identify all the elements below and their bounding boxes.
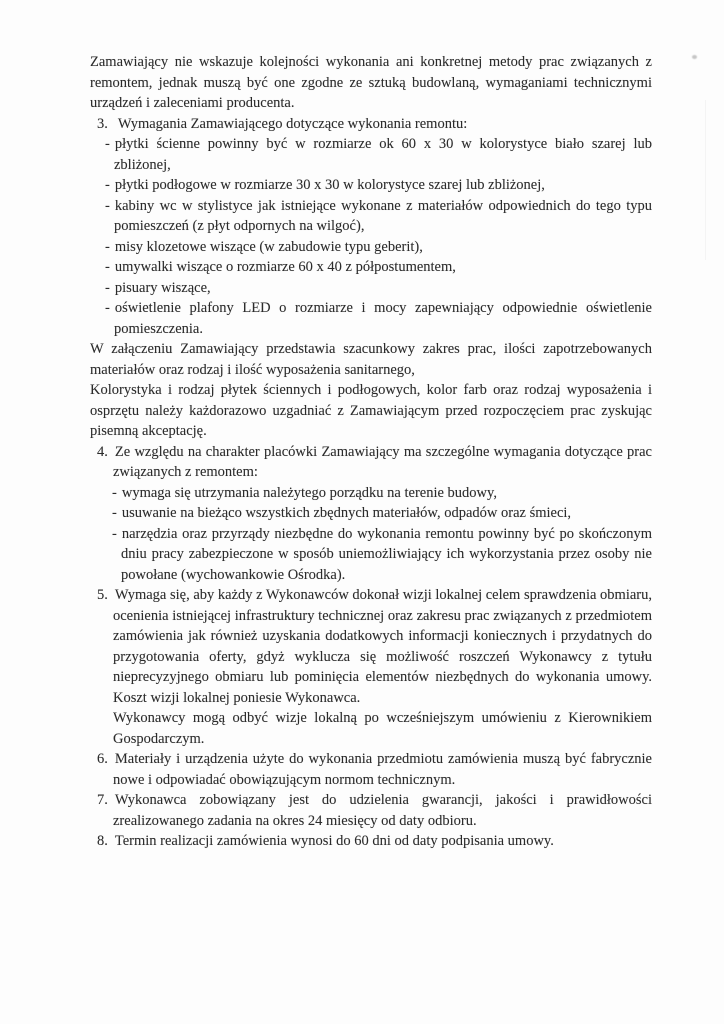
- section-item-3: [90, 114, 652, 340]
- bullet-dash: -: [105, 197, 110, 214]
- bullet-item: [90, 175, 652, 196]
- item-3-bullet-list: [90, 134, 652, 339]
- bullet-dash: -: [105, 300, 110, 316]
- item-4-heading: [90, 442, 652, 483]
- bullet-item: [90, 257, 652, 278]
- section-item-6: [90, 749, 652, 790]
- bullet-text: narzędzia oraz przyrządy niezbędne do wykonania remontu powinny być po skończonym dniu pracy zabezpieczone w sposób uniemożliwiający ich wykorzystania przez osoby nie powołane (wychowankowie Ośrodka).: [121, 525, 652, 583]
- bullet-item: [90, 483, 652, 504]
- bullet-item: [90, 196, 652, 237]
- item-4-bullet-list: [90, 483, 652, 586]
- item-3-heading: [90, 114, 652, 135]
- bullet-dash: -: [105, 279, 110, 296]
- bullet-text: płytki ścienne powinny być w rozmiarze ok 60 x 30 w kolorystyce biało szarej lub zbliżonej,: [114, 136, 652, 173]
- bullet-item: [90, 278, 652, 299]
- item-6-number: 6.: [97, 751, 108, 767]
- item-5-number: 5.: [97, 587, 108, 603]
- bullet-dash: -: [105, 177, 110, 193]
- bullet-item: [90, 524, 652, 586]
- attachment-paragraph-1: W załączeniu Zamawiający przedstawia szacunkowy zakres prac, ilości zapotrzebowanych materiałów oraz rodzaj i ilość wyposażenia sanitarnego,: [90, 341, 652, 378]
- bullet-text: umywalki wiszące o rozmiarze 60 x 40 z półpostumentem,: [114, 259, 456, 275]
- item-5-paragraph-2: Wykonawcy mogą odbyć wizje lokalną po wcześniejszym umówieniu z Kierownikiem Gospodarczym.: [113, 710, 652, 747]
- item-3-number: 3.: [97, 115, 108, 132]
- item-4-number: 4.: [97, 443, 108, 460]
- bullet-text: pisuary wiszące,: [114, 279, 211, 296]
- attachment-paragraph-2: Kolorystyka i rodzaj płytek ściennych i podłogowych, kolor farb oraz rodzaj wyposażenia i osprzętu należy każdorazowo uzgadniać z Zamawiającym przed rozpoczęciem prac zyskując pisemną akceptację.: [90, 382, 652, 439]
- bullet-text: kabiny wc w stylistyce jak istniejące wykonane z materiałów odpowiednich do tego typu pomieszczeń (z płyt odpornych na wilgoć),: [114, 197, 652, 234]
- bullet-dash: -: [112, 484, 117, 501]
- bullet-text: oświetlenie plafony LED o rozmiarze i mocy zapewniający odpowiednie oświetlenie pomieszczenia.: [114, 300, 652, 337]
- item-4-heading-text: Ze względu na charakter placówki Zamawiający ma szczególne wymagania dotyczące prac związanych z remontem:: [113, 443, 652, 480]
- item-8-text: Termin realizacji zamówienia wynosi do 60 dni od daty podpisania umowy.: [114, 833, 554, 849]
- bullet-text: misy klozetowe wiszące (w zabudowie typu geberit),: [114, 238, 423, 255]
- scan-artifact-speck: [692, 55, 697, 59]
- item-3-heading-text: Wymagania Zamawiającego dotyczące wykonania remontu:: [117, 115, 468, 132]
- item-8-number: 8.: [97, 833, 108, 849]
- bullet-dash: -: [105, 259, 110, 275]
- item-6-text: Materiały i urządzenia użyte do wykonania przedmiotu zamówienia muszą być fabrycznie nowe i odpowiadać obowiązującym normom technicznym.: [113, 751, 652, 788]
- section-item-8: [90, 831, 652, 852]
- scan-edge-shadow: [705, 100, 706, 260]
- bullet-dash: -: [105, 238, 110, 255]
- bullet-item: [90, 298, 652, 339]
- section-item-7: [90, 790, 652, 831]
- bullet-text: wymaga się utrzymania należytego porządku na terenie budowy,: [121, 484, 497, 501]
- bullet-item: [90, 237, 652, 258]
- bullet-item: [90, 134, 652, 175]
- intro-paragraph: Zamawiający nie wskazuje kolejności wykonania ani konkretnej metody prac związanych z remontem, jednak muszą być one zgodne ze sztuką budowlaną, wymaganiami technicznymi urządzeń i zaleceniami producenta.: [90, 54, 652, 111]
- bullet-item: [90, 503, 652, 524]
- section-item-5: [90, 585, 652, 749]
- section-item-4: [90, 442, 652, 586]
- item-5-paragraph-1: [90, 585, 652, 708]
- bullet-text: usuwanie na bieżąco wszystkich zbędnych materiałów, odpadów oraz śmieci,: [121, 505, 572, 521]
- item-7-number: 7.: [97, 792, 108, 808]
- bullet-dash: -: [112, 525, 117, 542]
- bullet-dash: -: [105, 136, 110, 152]
- item-5-text-1: Wymaga się, aby każdy z Wykonawców dokonał wizji lokalnej celem sprawdzenia obmiaru, ocenienia istniejącej infrastruktury technicznej oraz zakresu prac związanych z przedmiotem zamówienia jak również uzyskania dodatkowych informacji koniecznych i przydatnych do przygotowania oferty, gdyż wyklucza się możliwość roszczeń Wykonawcy z tytułu nieprecyzyjnego obmiaru lub pominięcia elementów niezbędnych do wykonania umowy. Koszt wizji lokalnej poniesie Wykonawca.: [113, 587, 652, 706]
- item-7-text: Wykonawca zobowiązany jest do udzielenia gwarancji, jakości i prawidłowości zrealizowanego zadania na okres 24 miesięcy od daty odbioru.: [113, 792, 652, 829]
- bullet-text: płytki podłogowe w rozmiarze 30 x 30 w kolorystyce szarej lub zbliżonej,: [114, 177, 545, 193]
- bullet-dash: -: [112, 505, 117, 521]
